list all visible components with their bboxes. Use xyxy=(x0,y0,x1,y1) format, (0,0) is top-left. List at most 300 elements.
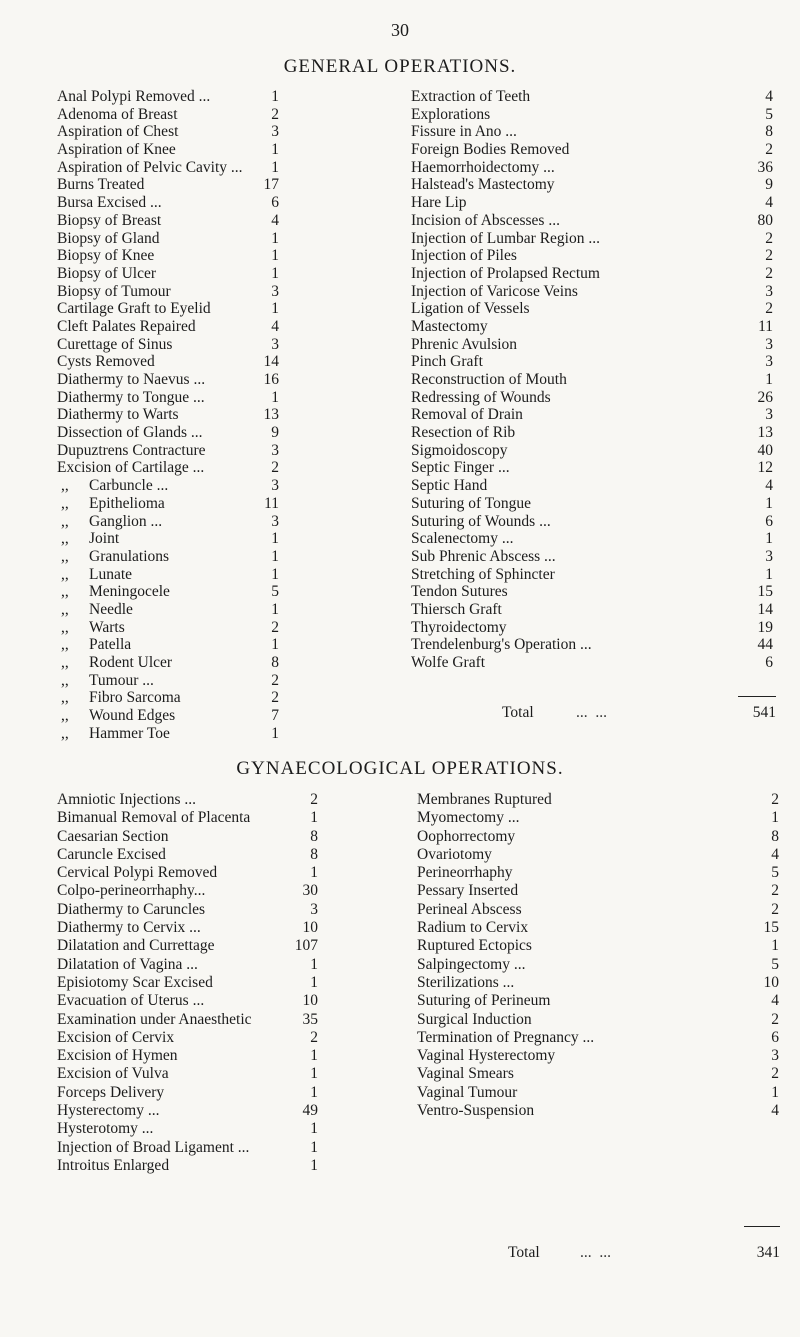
operation-label: Bursa Excised ... xyxy=(57,194,162,212)
operation-count: 4 xyxy=(771,845,779,863)
gynaecological-operations-title: GYNAECOLOGICAL OPERATIONS. xyxy=(236,758,564,779)
operation-count: 2 xyxy=(771,1065,779,1083)
operation-label: Fissure in Ano ... xyxy=(411,123,517,141)
operation-row xyxy=(417,919,779,937)
operation-label: Diathermy to Warts xyxy=(57,406,179,424)
operation-row xyxy=(411,265,773,283)
gynaecological-total-value: 341 xyxy=(756,1244,780,1261)
operation-row xyxy=(57,1084,318,1102)
ditto-mark: ,, xyxy=(61,618,69,636)
operation-label: Diathermy to Naevus ... xyxy=(57,371,206,388)
ditto-mark: ,, xyxy=(61,707,69,725)
operation-label: Redressing of Wounds xyxy=(411,388,551,406)
operation-row xyxy=(417,1029,779,1047)
operation-label: Dupuztrens Contracture xyxy=(57,441,206,459)
operation-row xyxy=(411,548,773,566)
operation-label: Dilatation of Vagina ... xyxy=(57,955,198,973)
operation-count: 3 xyxy=(271,441,279,459)
operation-count: 80 xyxy=(757,211,773,229)
operation-label: Cleft Palates Repaired xyxy=(57,317,196,335)
operation-label: Wolfe Graft xyxy=(411,654,486,671)
operation-label: Hare Lip xyxy=(411,194,467,212)
operation-count: 1 xyxy=(271,300,279,318)
ditto-mark: ,, xyxy=(61,671,69,689)
operation-count: 1 xyxy=(765,530,773,548)
operation-row xyxy=(411,442,773,460)
operation-label: Sigmoidoscopy xyxy=(411,441,508,459)
operation-label: Phrenic Avulsion xyxy=(411,335,518,353)
operation-count: 10 xyxy=(302,919,318,937)
operation-row xyxy=(57,300,279,318)
operation-row xyxy=(57,371,279,389)
operation-row xyxy=(411,141,773,159)
operation-row xyxy=(411,424,773,442)
operation-row xyxy=(417,864,779,882)
operation-row xyxy=(411,477,773,495)
operation-label: Diathermy to Caruncles xyxy=(57,900,206,918)
operation-count: 16 xyxy=(263,371,279,388)
operation-count: 2 xyxy=(765,247,773,265)
operation-row xyxy=(411,300,773,318)
operation-row xyxy=(411,566,773,584)
operation-row xyxy=(57,159,279,177)
operation-label: Aspiration of Chest xyxy=(57,123,179,141)
operation-count: 4 xyxy=(765,194,773,212)
operation-label: Ganglion ... xyxy=(89,512,163,530)
operation-row xyxy=(57,654,279,672)
operation-label: Foreign Bodies Removed xyxy=(411,141,570,159)
operation-label: Biopsy of Ulcer xyxy=(57,264,157,282)
operation-label: Tumour ... xyxy=(89,671,154,689)
operation-row xyxy=(57,442,279,460)
operation-count: 2 xyxy=(771,882,779,900)
operation-count: 35 xyxy=(302,1010,318,1028)
ditto-mark: ,, xyxy=(61,547,69,565)
operation-row xyxy=(417,937,779,955)
general-total-rule xyxy=(738,696,776,697)
operation-count: 14 xyxy=(263,353,279,371)
ditto-mark: ,, xyxy=(61,636,69,654)
operation-count: 8 xyxy=(771,827,779,845)
operation-count: 49 xyxy=(302,1102,318,1120)
operation-count: 6 xyxy=(271,194,279,212)
operation-row xyxy=(417,1011,779,1029)
operation-row xyxy=(417,1102,779,1120)
operation-label: Hysterotomy ... xyxy=(57,1120,154,1138)
operation-count: 8 xyxy=(765,123,773,141)
operation-label: Colpo-perineorrhaphy... xyxy=(57,882,206,900)
operation-label: Thyroidectomy xyxy=(411,618,507,636)
operation-count: 1 xyxy=(310,973,318,991)
operation-count: 2 xyxy=(310,1028,318,1046)
operation-count: 6 xyxy=(765,512,773,530)
operation-count: 1 xyxy=(271,636,279,654)
operation-count: 2 xyxy=(771,1010,779,1028)
operation-row xyxy=(417,1065,779,1083)
operation-label: Thiersch Graft xyxy=(411,600,502,618)
operation-count: 8 xyxy=(310,827,318,845)
operation-count: 2 xyxy=(271,689,279,707)
operation-label: Hammer Toe xyxy=(89,724,170,742)
operation-count: 44 xyxy=(757,636,773,654)
operation-row xyxy=(411,371,773,389)
operation-count: 107 xyxy=(294,937,318,955)
operation-label: Reconstruction of Mouth xyxy=(411,371,567,388)
general-operations-title: GENERAL OPERATIONS. xyxy=(283,56,517,77)
operation-row xyxy=(57,1102,318,1120)
operation-label: Excision of Cartilage ... xyxy=(57,459,205,477)
ditto-mark: ,, xyxy=(61,494,69,512)
operation-label: Vaginal Smears xyxy=(417,1065,514,1083)
ditto-mark: ,, xyxy=(61,600,69,618)
operation-count: 1 xyxy=(271,229,279,247)
operation-row xyxy=(57,176,279,194)
operation-label: Carbuncle ... xyxy=(89,477,169,495)
operation-count: 2 xyxy=(765,300,773,318)
operation-row xyxy=(57,283,279,301)
operation-count: 2 xyxy=(271,671,279,689)
operation-row xyxy=(417,992,779,1010)
operation-row xyxy=(57,725,279,743)
general-right-column xyxy=(411,88,773,672)
operation-row xyxy=(417,828,779,846)
operation-label: Stretching of Sphincter xyxy=(411,565,555,583)
operation-label: Biopsy of Gland xyxy=(57,229,160,247)
operation-label: Septic Hand xyxy=(411,477,488,495)
operation-row xyxy=(57,919,318,937)
general-total-leader: ... ... xyxy=(576,704,607,721)
operation-count: 30 xyxy=(302,882,318,900)
operation-label: Biopsy of Tumour xyxy=(57,282,171,300)
operation-count: 1 xyxy=(271,530,279,548)
operation-label: Epithelioma xyxy=(89,494,165,512)
gynaecological-left-column xyxy=(57,791,318,1175)
operation-label: Incision of Abscesses ... xyxy=(411,211,560,229)
operation-label: Suturing of Wounds ... xyxy=(411,512,551,530)
operation-count: 6 xyxy=(765,654,773,671)
operation-row xyxy=(57,194,279,212)
operation-label: Amniotic Injections ... xyxy=(57,791,197,808)
operation-row xyxy=(57,1029,318,1047)
operation-count: 13 xyxy=(757,424,773,442)
general-total-value: 541 xyxy=(752,704,776,721)
operation-row xyxy=(57,791,318,809)
operation-count: 6 xyxy=(771,1028,779,1046)
operation-count: 1 xyxy=(310,1083,318,1101)
operation-count: 3 xyxy=(765,282,773,300)
ditto-mark: ,, xyxy=(61,583,69,601)
operation-row xyxy=(411,530,773,548)
operation-row xyxy=(411,318,773,336)
operation-count: 1 xyxy=(271,158,279,176)
operation-row xyxy=(417,956,779,974)
operation-row xyxy=(57,123,279,141)
operation-label: Excision of Cervix xyxy=(57,1028,175,1046)
operation-label: Fibro Sarcoma xyxy=(89,689,181,707)
operation-label: Diathermy to Cervix ... xyxy=(57,919,201,937)
operation-label: Resection of Rib xyxy=(411,424,516,442)
operation-row xyxy=(57,389,279,407)
operation-label: Caesarian Section xyxy=(57,827,169,845)
operation-count: 4 xyxy=(765,88,773,105)
operation-label: Burns Treated xyxy=(57,176,145,194)
operation-row xyxy=(411,230,773,248)
operation-count: 1 xyxy=(310,1120,318,1138)
operation-label: Ovariotomy xyxy=(417,845,492,863)
operation-count: 2 xyxy=(765,264,773,282)
operation-label: Radium to Cervix xyxy=(417,919,529,937)
operation-label: Ruptured Ectopics xyxy=(417,937,532,955)
gynaecological-total-leader: ... ... xyxy=(580,1244,611,1261)
operation-label: Oophorrectomy xyxy=(417,827,516,845)
operation-count: 1 xyxy=(771,1083,779,1101)
operation-count: 2 xyxy=(765,229,773,247)
operation-row xyxy=(411,194,773,212)
operation-row xyxy=(57,707,279,725)
operation-label: Joint xyxy=(89,530,120,548)
operation-row xyxy=(417,1084,779,1102)
operation-row xyxy=(417,1047,779,1065)
operation-label: Termination of Pregnancy ... xyxy=(417,1028,595,1046)
operation-label: Scalenectomy ... xyxy=(411,530,514,548)
operation-count: 1 xyxy=(765,565,773,583)
operation-row xyxy=(57,1157,318,1175)
page-number: 30 xyxy=(391,20,409,40)
operation-count: 1 xyxy=(310,864,318,882)
operation-label: Dilatation and Currettage xyxy=(57,937,215,955)
operation-row xyxy=(57,864,318,882)
operation-count: 2 xyxy=(771,791,779,808)
operation-label: Cartilage Graft to Eyelid xyxy=(57,300,211,318)
operation-label: Episiotomy Scar Excised xyxy=(57,973,213,991)
operation-label: Cysts Removed xyxy=(57,353,155,371)
operation-row xyxy=(411,459,773,477)
operation-label: Tendon Sutures xyxy=(411,583,508,601)
operation-label: Aspiration of Pelvic Cavity ... xyxy=(57,158,243,176)
operation-label: Extraction of Teeth xyxy=(411,88,531,105)
operation-label: Adenoma of Breast xyxy=(57,105,178,123)
operation-count: 2 xyxy=(271,618,279,636)
operation-row xyxy=(417,809,779,827)
operation-label: Rodent Ulcer xyxy=(89,654,173,671)
operation-label: Forceps Delivery xyxy=(57,1083,165,1101)
operation-label: Cervical Polypi Removed xyxy=(57,864,218,882)
operation-label: Anal Polypi Removed ... xyxy=(57,88,211,105)
operation-row xyxy=(57,424,279,442)
operation-count: 1 xyxy=(271,247,279,265)
operation-row xyxy=(57,809,318,827)
operation-label: Injection of Lumbar Region ... xyxy=(411,229,600,247)
operation-row xyxy=(57,265,279,283)
operation-row xyxy=(57,88,279,106)
operation-count: 5 xyxy=(771,864,779,882)
operation-row xyxy=(411,583,773,601)
operation-row xyxy=(57,230,279,248)
operation-row xyxy=(57,1120,318,1138)
operation-row xyxy=(57,106,279,124)
operation-label: Injection of Broad Ligament ... xyxy=(57,1138,250,1156)
general-total-label: Total xyxy=(502,704,534,721)
operation-label: Pinch Graft xyxy=(411,353,483,371)
operation-count: 1 xyxy=(271,565,279,583)
operation-row xyxy=(57,1047,318,1065)
operation-row xyxy=(411,106,773,124)
operation-count: 4 xyxy=(771,992,779,1010)
operation-label: Perineorrhaphy xyxy=(417,864,513,882)
operation-count: 12 xyxy=(757,459,773,477)
ditto-mark: ,, xyxy=(61,689,69,707)
operation-count: 1 xyxy=(310,1138,318,1156)
operation-label: Haemorrhoidectomy ... xyxy=(411,158,555,176)
operation-count: 2 xyxy=(271,105,279,123)
operation-row xyxy=(57,336,279,354)
operation-count: 1 xyxy=(765,494,773,512)
operation-count: 4 xyxy=(271,317,279,335)
operation-label: Needle xyxy=(89,600,133,618)
operation-count: 8 xyxy=(310,845,318,863)
operation-count: 3 xyxy=(271,282,279,300)
operation-row xyxy=(57,1139,318,1157)
operation-count: 15 xyxy=(763,919,779,937)
operation-row xyxy=(57,846,318,864)
operation-count: 1 xyxy=(310,1047,318,1065)
operation-row xyxy=(417,791,779,809)
operation-label: Biopsy of Breast xyxy=(57,211,162,229)
operation-row xyxy=(411,601,773,619)
operation-row xyxy=(411,619,773,637)
operation-count: 11 xyxy=(264,494,279,512)
operation-count: 4 xyxy=(271,211,279,229)
operation-row xyxy=(411,336,773,354)
operation-label: Suturing of Perineum xyxy=(417,992,551,1010)
operation-row xyxy=(411,513,773,531)
operation-row xyxy=(57,828,318,846)
operation-count: 1 xyxy=(271,88,279,105)
operation-count: 2 xyxy=(765,141,773,159)
operation-row xyxy=(57,318,279,336)
operation-row xyxy=(57,672,279,690)
operation-count: 1 xyxy=(310,1065,318,1083)
operation-row xyxy=(57,689,279,707)
general-left-column xyxy=(57,88,279,742)
operation-label: Pessary Inserted xyxy=(417,882,519,900)
operation-count: 3 xyxy=(771,1047,779,1065)
operation-label: Lunate xyxy=(89,565,133,583)
operation-label: Patella xyxy=(89,636,132,654)
operation-row xyxy=(57,141,279,159)
operation-count: 4 xyxy=(771,1102,779,1120)
operation-count: 4 xyxy=(765,477,773,495)
operation-label: Aspiration of Knee xyxy=(57,141,176,159)
operation-row xyxy=(57,530,279,548)
operation-count: 1 xyxy=(271,141,279,159)
operation-label: Dissection of Glands ... xyxy=(57,424,203,442)
operation-label: Septic Finger ... xyxy=(411,459,510,477)
operation-count: 10 xyxy=(302,992,318,1010)
operation-row xyxy=(57,459,279,477)
operation-label: Biopsy of Knee xyxy=(57,247,155,265)
operation-count: 1 xyxy=(271,724,279,742)
operation-count: 3 xyxy=(271,512,279,530)
operation-label: Membranes Ruptured xyxy=(417,791,552,808)
operation-row xyxy=(57,636,279,654)
gynaecological-total-label: Total xyxy=(508,1244,540,1261)
operation-label: Excision of Hymen xyxy=(57,1047,178,1065)
operation-label: Warts xyxy=(89,618,125,636)
operation-row xyxy=(411,636,773,654)
operation-count: 3 xyxy=(765,335,773,353)
operation-row xyxy=(57,974,318,992)
operation-count: 3 xyxy=(765,406,773,424)
operation-label: Bimanual Removal of Placenta xyxy=(57,809,251,827)
operation-row xyxy=(57,956,318,974)
operation-label: Suturing of Tongue xyxy=(411,494,532,512)
operation-label: Explorations xyxy=(411,105,491,123)
operation-count: 2 xyxy=(771,900,779,918)
operation-count: 11 xyxy=(758,317,773,335)
operation-count: 3 xyxy=(271,335,279,353)
operation-label: Vaginal Tumour xyxy=(417,1083,518,1101)
operation-count: 1 xyxy=(771,809,779,827)
operation-row xyxy=(417,882,779,900)
operation-row xyxy=(411,247,773,265)
operation-row xyxy=(417,901,779,919)
operation-count: 9 xyxy=(765,176,773,194)
operation-count: 5 xyxy=(765,105,773,123)
operation-label: Wound Edges xyxy=(89,707,176,725)
operation-count: 3 xyxy=(271,123,279,141)
operation-row xyxy=(411,353,773,371)
operation-count: 5 xyxy=(271,583,279,601)
operation-count: 10 xyxy=(763,973,779,991)
operation-label: Trendelenburg's Operation ... xyxy=(411,636,592,654)
ditto-mark: ,, xyxy=(61,530,69,548)
operation-row xyxy=(411,88,773,106)
operation-label: Removal of Drain xyxy=(411,406,523,424)
operation-row xyxy=(57,583,279,601)
operation-label: Excision of Vulva xyxy=(57,1065,169,1083)
operation-count: 3 xyxy=(765,353,773,371)
operation-label: Diathermy to Tongue ... xyxy=(57,388,205,406)
ditto-mark: ,, xyxy=(61,654,69,671)
operation-count: 17 xyxy=(263,176,279,194)
operation-count: 8 xyxy=(271,654,279,671)
operation-count: 3 xyxy=(271,477,279,495)
operation-row xyxy=(57,495,279,513)
operation-label: Perineal Abscess xyxy=(417,900,522,918)
operation-count: 1 xyxy=(271,600,279,618)
operation-row xyxy=(57,548,279,566)
operation-count: 1 xyxy=(271,388,279,406)
operation-count: 1 xyxy=(310,809,318,827)
operation-row xyxy=(57,513,279,531)
operation-count: 1 xyxy=(271,264,279,282)
operation-label: Sterilizations ... xyxy=(417,973,515,991)
operation-label: Injection of Prolapsed Rectum xyxy=(411,264,600,282)
operation-label: Caruncle Excised xyxy=(57,845,166,863)
operation-count: 1 xyxy=(771,937,779,955)
operation-count: 3 xyxy=(765,547,773,565)
operation-count: 1 xyxy=(271,547,279,565)
operation-count: 3 xyxy=(310,900,318,918)
operation-row xyxy=(57,353,279,371)
operation-count: 26 xyxy=(757,388,773,406)
operation-label: Myomectomy ... xyxy=(417,809,520,827)
operation-row xyxy=(411,283,773,301)
operation-count: 9 xyxy=(271,424,279,442)
operation-count: 1 xyxy=(310,955,318,973)
operation-count: 1 xyxy=(310,1156,318,1174)
